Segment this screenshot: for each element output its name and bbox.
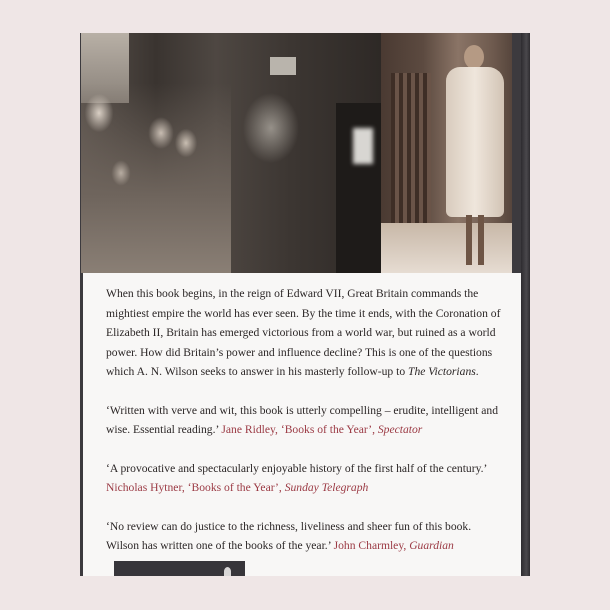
publisher-logo-block [114, 561, 245, 576]
blurb-text: When this book begins, in the reign of Edward VII, Great Britain commands the mightiest empire the world has ever seen. By the time it ends, with the Coronation of Elizabeth II, Britain has emerged victorious from a world war, but ruined as a world power. How did Britain’s power and influence decline? This is one of the questions which A. N. Wilson seeks to answer in his masterly follow-up to [106, 287, 501, 378]
review-attribution: Jane Ridley, ‘Books of the Year’, [221, 423, 375, 436]
book-blurb [106, 284, 521, 382]
blurb-paragraph [106, 284, 506, 382]
review-text: ‘A provocative and spectacularly enjoyable history of the first half of the century.’ [106, 461, 487, 475]
figure-robe [446, 67, 504, 217]
review-publication: Guardian [409, 539, 454, 552]
blurb-text-end: . [475, 365, 479, 378]
review-text: ‘No review can do justice to the richness, liveliness and sheer fun of this book. Wilson has written one of the books of the year.’ [106, 519, 472, 552]
photo-family [81, 83, 231, 273]
review-text: ‘Written with verve and wit, this book is utterly compelling – erudite, intelligent and wise. Essential reading.’ [106, 403, 499, 436]
photo-edge [512, 33, 521, 273]
cover-photo-strip [81, 33, 521, 273]
family-watching-television-photo [81, 33, 381, 273]
figure-head [464, 45, 484, 69]
gandhi-photo [381, 33, 521, 273]
photo-railing [391, 73, 431, 243]
photo-standing-figure [446, 45, 504, 270]
review-quote [106, 401, 506, 440]
publisher-logo-icon [224, 567, 231, 576]
review-attribution: John Charmley, [333, 539, 407, 552]
photo-television-screen [353, 128, 373, 164]
review-quote [106, 517, 506, 556]
cover-spine-edge [521, 33, 530, 576]
review-publication: Sunday Telegraph [284, 481, 369, 494]
review-publication: Spectator [377, 423, 423, 436]
review-quote [106, 459, 506, 498]
review-attribution: Nicholas Hytner, ‘Books of the Year’, [106, 481, 282, 494]
figure-legs [466, 215, 486, 265]
book-back-cover [80, 33, 530, 576]
photo-window [270, 57, 296, 75]
blurb-referenced-title: The Victorians [408, 365, 476, 378]
cover-text-panel [83, 273, 521, 576]
